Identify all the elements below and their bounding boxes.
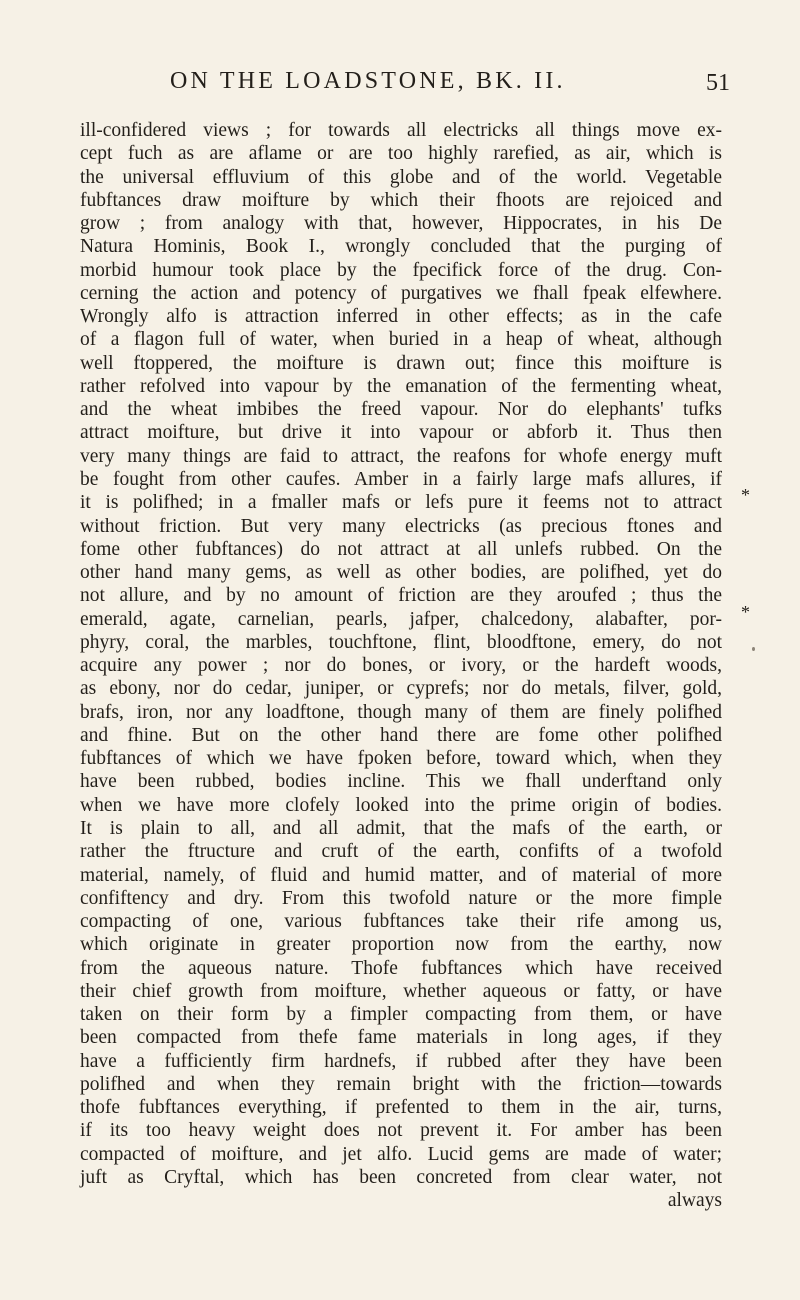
page-header [170, 68, 730, 104]
margin-asterisk: * [741, 602, 750, 622]
text-line: Wrongly alfo is attraction inferred in other effects; as in the cafe [80, 306, 722, 328]
text-line: other hand many gems, as well as other bodies, are polifhed, yet do [80, 562, 722, 584]
text-line: It is plain to all, and all admit, that the mafs of the earth, or [80, 817, 722, 839]
text-line: compacted of moifture, and jet alfo. Lucid gems are made of water; [80, 1143, 722, 1165]
page-number: 51 [706, 70, 730, 96]
text-line: be fought from other caufes. Amber in a fairly large mafs allures, if [80, 468, 722, 490]
text-line: phyry, coral, the marbles, touchftone, flint, bloodftone, emery, do not [80, 631, 722, 653]
text-line: it is polifhed; in a fmaller mafs or lefs pure it feems not to attract [80, 492, 722, 514]
text-line: as ebony, nor do cedar, juniper, or cyprefs; nor do metals, filver, gold, [80, 678, 722, 700]
text-line: the universal effluvium of this globe and of the world. Vegetable [80, 166, 722, 188]
text-line: ill-confidered views ; for towards all electricks all things move ex- [80, 120, 722, 141]
text-line: polifhed and when they remain bright with the friction—towards [80, 1073, 722, 1095]
text-line: been compacted from thefe fame materials in long ages, if they [80, 1027, 722, 1049]
text-line: which originate in greater proportion now from the earthy, now [80, 934, 722, 956]
running-title: ON THE LOADSTONE, BK. II. [170, 68, 566, 94]
text-line: if its too heavy weight does not prevent it. For amber has been [80, 1120, 722, 1142]
text-line: from the aqueous nature. Thofe fubftances which have received [80, 957, 722, 979]
text-line: fome other fubftances) do not attract at all unlefs rubbed. On the [80, 538, 722, 560]
text-line: have a fufficiently firm hardnefs, if rubbed after they have been [80, 1050, 722, 1072]
text-line: material, namely, of fluid and humid matter, and of material of more [80, 864, 722, 886]
catchword: always [667, 1190, 722, 1212]
text-line: Natura Hominis, Book I., wrongly concluded that the purging of [80, 236, 722, 258]
text-line: rather the ftructure and cruft of the earth, confifts of a twofold [80, 841, 722, 863]
text-line: thofe fubftances everything, if prefented to them in the air, turns, [80, 1097, 722, 1119]
text-line: fubftances of which we have fpoken before, toward which, when they [80, 748, 722, 770]
text-line: and the wheat imbibes the freed vapour. Nor do elephants' tufks [80, 399, 722, 421]
text-line: their chief growth from moifture, whether aqueous or fatty, or have [80, 980, 722, 1002]
text-line: when we have more clofely looked into the prime origin of bodies. [80, 794, 722, 816]
body-text [80, 119, 722, 1212]
text-line: without friction. But very many electricks (as precious ftones and [80, 515, 722, 537]
ink-speck [752, 647, 755, 651]
text-line: rather refolved into vapour by the emanation of the fermenting wheat, [80, 375, 722, 397]
text-line: morbid humour took place by the fpecifick force of the drug. Con- [80, 259, 722, 281]
text-line: attract moifture, but drive it into vapour or abforb it. Thus then [80, 422, 722, 444]
text-line: compacting of one, various fubftances take their rife among us, [80, 911, 722, 933]
text-line: juft as Cryftal, which has been concreted from clear water, not [80, 1166, 722, 1188]
text-line: fubftances draw moifture by which their fhoots are rejoiced and [80, 189, 722, 211]
text-line: grow ; from analogy with that, however, Hippocrates, in his De [80, 213, 722, 235]
text-line: emerald, agate, carnelian, pearls, jafper, chalcedony, alabafter, por- [80, 608, 722, 630]
text-line: confiftency and dry. From this twofold nature or the more fimple [80, 887, 722, 909]
text-line: have been rubbed, bodies incline. This we fhall underftand only [80, 771, 722, 793]
text-line: and fhine. But on the other hand there are fome other polifhed [80, 724, 722, 746]
text-line: acquire any power ; nor do bones, or ivory, or the hardeft woods, [80, 655, 722, 677]
text-line: of a flagon full of water, when buried in a heap of wheat, although [80, 329, 722, 351]
text-line: brafs, iron, nor any loadftone, though many of them are finely polifhed [80, 701, 722, 723]
text-line: not allure, and by no amount of friction are they aroufed ; thus the [80, 585, 722, 607]
text-line: cept fuch as are aflame or are too highly rarefied, as air, which is [80, 143, 722, 165]
text-line: very many things are faid to attract, the reafons for whofe energy muft [80, 445, 722, 467]
margin-asterisk: * [741, 485, 750, 505]
text-line: cerning the action and potency of purgatives we fhall fpeak elfewhere. [80, 282, 722, 304]
text-line: well ftoppered, the moifture is drawn out; fince this moifture is [80, 352, 722, 374]
text-line: taken on their form by a fimpler compacting from them, or have [80, 1004, 722, 1026]
